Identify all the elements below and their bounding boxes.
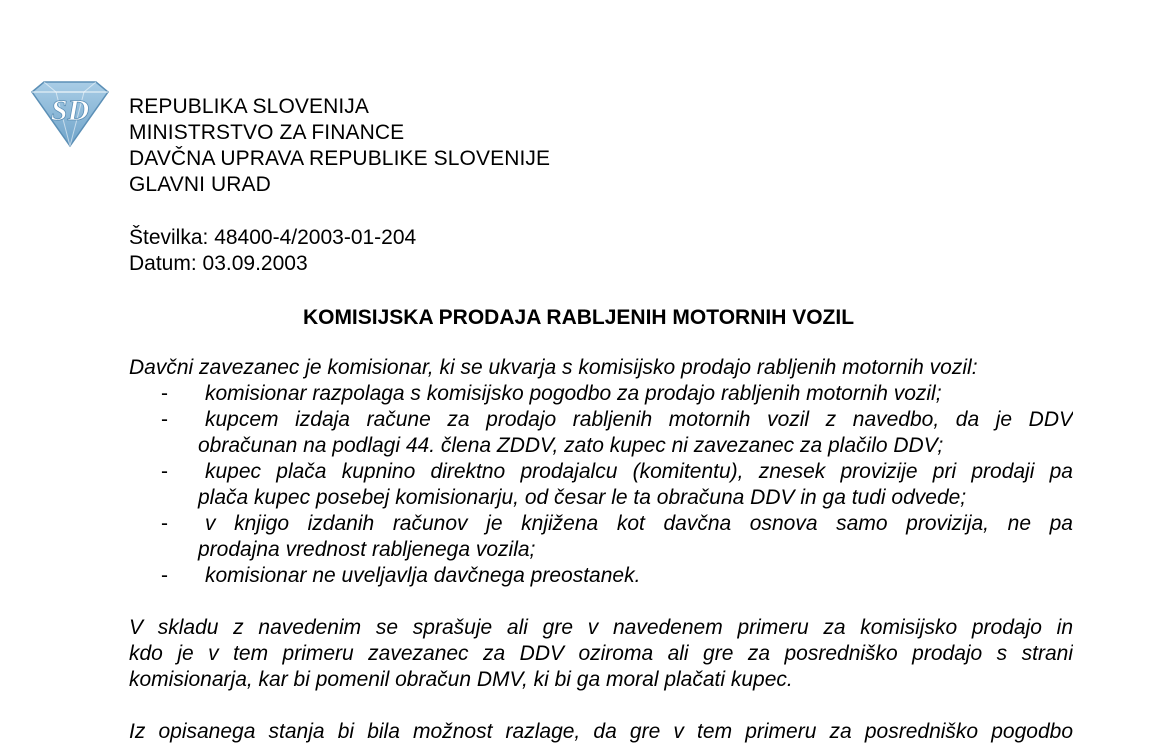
document-meta xyxy=(129,225,416,277)
svg-text:SD: SD xyxy=(50,94,90,127)
reference-number: Številka: 48400-4/2003-01-204 xyxy=(129,226,417,249)
list-item xyxy=(129,563,1073,589)
list-item-continuation: prodajna vrednost rabljenega vozila; xyxy=(198,538,536,561)
list-item-continuation: obračunan na podlagi 44. člena ZDDV, zato kupec ni zavezanec za plačilo DDV; xyxy=(198,434,944,457)
bullet-dash: - xyxy=(161,408,168,431)
list-item-text: kupcem izdaja račune za prodajo rabljenih motornih vozil z navedbo, da je DDV xyxy=(205,408,1073,431)
list-item-text: komisionar razpolaga s komisijsko pogodbo za prodajo rabljenih motornih vozil; xyxy=(205,382,942,405)
header-line-republic: REPUBLIKA SLOVENIJA xyxy=(129,95,369,118)
list-item xyxy=(129,459,1073,485)
paragraph-line: komisionarja, kar bi pomenil obračun DMV, ki bi ga moral plačati kupec. xyxy=(129,668,793,691)
header-line-tax-admin: DAVČNA UPRAVA REPUBLIKE SLOVENIJE xyxy=(129,147,551,170)
paragraph-line: Iz opisanega stanja bi bila možnost razlage, da gre v tem primeru za posredniško pogodbo xyxy=(129,720,1073,743)
document-date: Datum: 03.09.2003 xyxy=(129,252,308,275)
durs-logo-icon xyxy=(28,78,112,150)
bullet-dash: - xyxy=(161,460,168,483)
list-item xyxy=(129,381,1073,407)
document-body xyxy=(129,355,1073,743)
paragraph-line: kdo je v tem primeru zavezanec za DDV oziroma ali gre za posredniško prodajo s strani xyxy=(129,642,1073,665)
header-line-office: GLAVNI URAD xyxy=(129,173,271,196)
list-item-text: komisionar ne uveljavlja davčnega preostanek. xyxy=(205,564,641,587)
paragraph-line: V skladu z navedenim se sprašuje ali gre v navedenem primeru za komisijsko prodajo in xyxy=(129,616,1073,639)
list-item xyxy=(129,511,1073,537)
list-item-continuation: plača kupec posebej komisionarju, od česar le ta obračuna DDV in ga tudi odvede; xyxy=(198,486,967,509)
list-item-text: kupec plača kupnino direktno prodajalcu (komitentu), znesek provizije pri prodaji pa xyxy=(205,460,1073,483)
list-item xyxy=(129,407,1073,433)
intro-paragraph: Davčni zavezanec je komisionar, ki se ukvarja s komisijsko prodajo rabljenih motornih vozil: xyxy=(129,356,978,379)
bullet-dash: - xyxy=(161,382,168,405)
header-line-ministry: MINISTRSTVO ZA FINANCE xyxy=(129,121,405,144)
document-title: KOMISIJSKA PRODAJA RABLJENIH MOTORNIH VOZIL xyxy=(302,306,855,329)
authority-header xyxy=(129,94,550,198)
bullet-dash: - xyxy=(161,512,168,535)
bullet-dash: - xyxy=(161,564,168,587)
list-item-text: v knjigo izdanih računov je knjižena kot davčna osnova samo provizija, ne pa xyxy=(205,512,1073,535)
